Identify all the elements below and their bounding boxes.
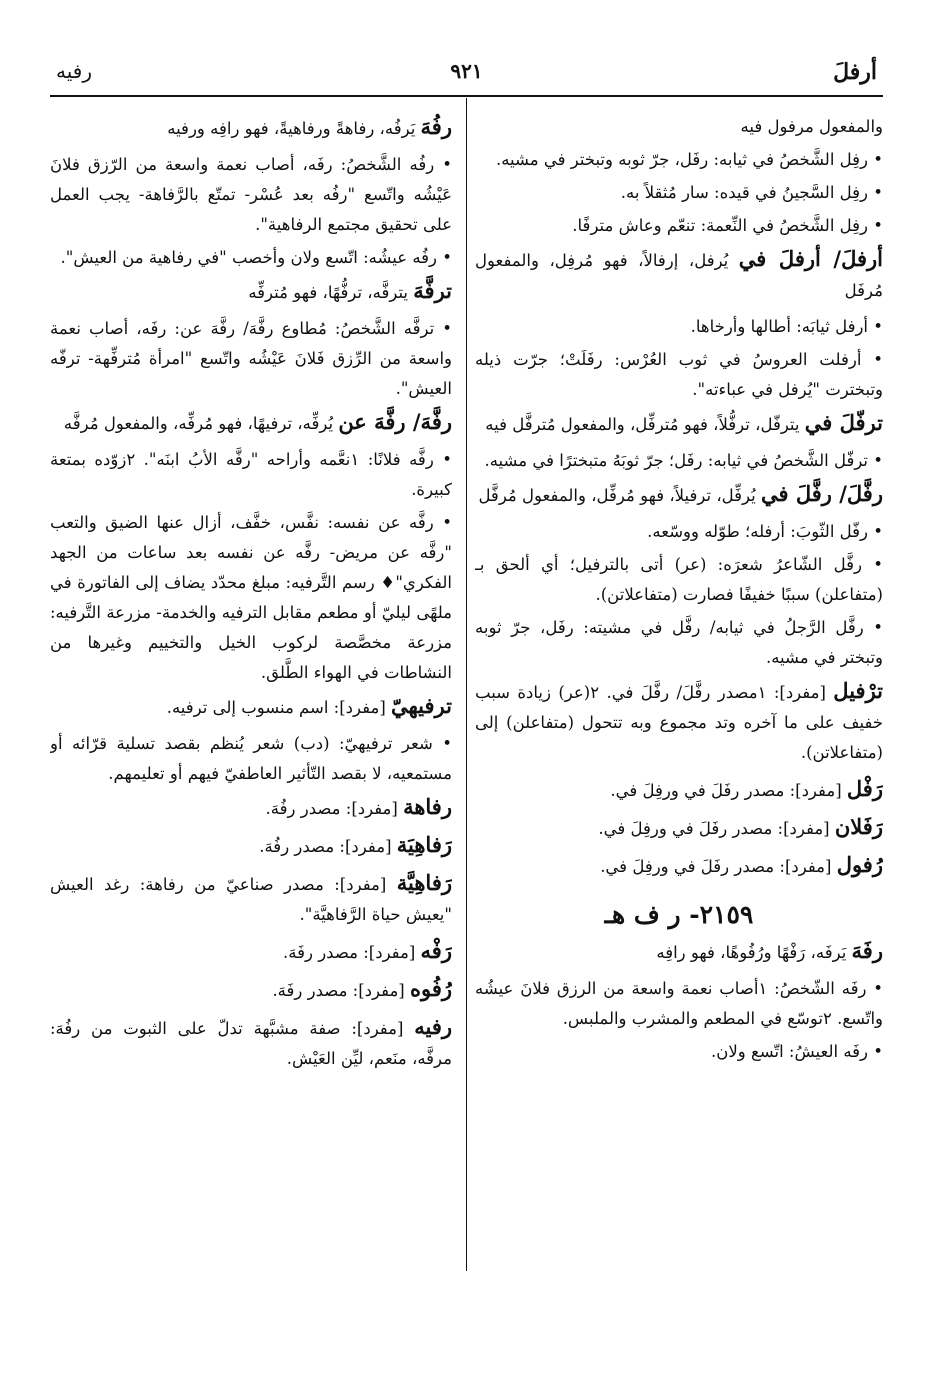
sense-paragraph: • رفّل الثّوبَ: أرفله؛ طوّله ووسّعه. [647,522,883,541]
entry-text: يَرفَه، رَفْهًا ورُفُوهًا، فهو رافِه [656,943,852,962]
entry [475,774,883,806]
sense-paragraph: • رفَّه فلانًا: ١نعَّمه وأراحه "رفَّه الأبُ ابنَه". ٢زوّده بمتعة كبيرة. [50,450,452,499]
entry [50,830,452,862]
entry-text: [مفرد]: مصدر رفُهَ. [259,837,397,856]
headword: رَفْل [846,776,883,801]
entry [50,868,452,930]
entry-text: يُرفِّل، ترفيلاً، فهو مُرفِّل، والمفعول مُرفَّل [478,486,761,505]
right-column [475,112,883,1313]
entry [475,244,883,306]
entry [475,676,883,768]
sense-paragraph: • رفَّل الرَّجلُ في ثيابه/ رفَّل في مشيته: رفَل، جرّ ثوبه وتبختر في مشيه. [475,618,883,667]
sense-paragraph: والمفعول مرفول فيه [740,117,883,136]
headword: رَفَلان [834,814,883,839]
sense-paragraph: • رفُه عيشُه: اتّسع ولان وأخصب "في رفاهية من العيش". [60,248,452,267]
headword: رفَّلَ/ رفَّلَ في [760,481,883,506]
column-divider [466,98,467,1271]
entry [475,850,883,882]
headword: رُفول [836,852,883,877]
entry [50,112,452,144]
left-guide-word: رفيه [56,59,92,83]
headword: رفَهَ [851,938,883,963]
right-guide-word: أرفلَ [833,59,877,85]
headword: ترفّلَ في [804,410,883,435]
headword: رَفاهِيَّة [396,870,452,895]
headword: ترفيهيّ [391,693,452,718]
headword: رفاهة [403,794,452,819]
entry [50,276,452,308]
entry [50,936,452,968]
entry-text: يترفّل، ترفُّلاً، فهو مُترفِّل، والمفعول مُترفَّل فيه [485,415,805,434]
sense-paragraph: • رفَه العيشُ: اتّسع ولان. [711,1042,883,1061]
sense-paragraph: • رفِل السَّجينُ في قيده: سار مُثقلاً به. [620,183,883,202]
headword: رَفْه [420,938,452,963]
headword: ترفَّهَ [413,278,452,303]
page-number: ٩٢١ [450,59,483,83]
sense-paragraph: • رفَه الشّخصُ: ١أصاب نعمة واسعة من الرزق فلانَ عيشُه واتّسع. ٢توسّع في المطعم والمشرب والملبس. [475,979,883,1028]
headword: رفَّهَ/ رفَّهَ عن [338,409,452,434]
sense-paragraph: • رفَّه عن نفسه: نفَّس، خفَّف، أزال عنها الضيق والتعب "رفَّه عن مريض- رفَّه عن نفسه بعد ساعات من الجهد الفكري"♦ رسم التَّرفيه: مبلغ محدّد يضاف إلى الفاتورة في ملهًى ليليّ أو مطعم مقابل الترفيه والخدمة- مزرعة التَّرفيه: مزرعة مخصَّصة لركوب الخيل والتخييم وغيرها من النشاطات في الهواء الطَّلق. [50,513,452,682]
entry [50,691,452,723]
sense-paragraph: • رفَّل الشّاعرُ شعرَه: (عر) أتى بالترفيل؛ أي ألحق بـ (متفاعلن) سببًا خفيفًا فصارت (متفاعلاتن). [475,555,883,604]
entry-text: [مفرد]: مصدر رفَلَ في ورفِلَ في. [600,857,837,876]
entry-text: يَرفُه، رفاهةً ورفاهيةً، فهو رافِه ورفيه [167,119,421,138]
entry-text: [مفرد]: ١مصدر رفَّلَ/ رفَّلَ في. ٢(عر) زيادة سبب خفيف على ما آخره وتد مجموع وبه تتحول (متفاعلن) إلى (متفاعلاتن). [475,683,883,762]
entry-text: [مفرد]: مصدر رفَلَ في ورفِلَ في. [610,781,847,800]
headword: أرفلَ/ أرفلَ في [738,246,883,271]
running-header [50,55,883,97]
entry [475,812,883,844]
entry [50,1012,452,1074]
entry-text: [مفرد]: مصدر رفَلَ في ورفِلَ في. [598,819,835,838]
headword: رفيه [414,1014,452,1039]
sense-paragraph: • ترفَّه الشَّخصُ: مُطاوع رفَّهَ/ رفَّهَ عن: رفَه، أصاب نعمة واسعة من الرِّزق فَلانَ عَيْشُه واتّسع "امرأة مُترفِّهة- ترفّه العيش". [50,319,452,398]
entry-text: [مفرد]: مصدر صناعيّ من رفاهة: رغد العيش "يعيش حياة الرَّفاهيَّة". [50,875,452,924]
entry [50,407,452,439]
entry [475,408,883,440]
root-section-heading: ٢١٥٩- ر ف هـ [604,900,754,929]
headword: رَفاهِيَة [396,832,452,857]
headword: رفُهَ [420,114,452,139]
entry-text: يُرفِّه، ترفيهًا، فهو مُرفِّه، والمفعول مُرفَّه [63,414,339,433]
headword: رُفُوه [409,976,452,1001]
entry-text: يترفَّه، ترفُّهًا، فهو مُترفِّه [248,283,414,302]
entry-text: [مفرد]: مصدر رفَهَ. [283,943,421,962]
sense-paragraph: • أرفلت العروسُ في ثوب العُرْس: رفَلَتْ؛ جرّت ذيله وتبخترت "يُرفل في عباءته". [475,350,883,399]
sense-paragraph: • رفِل الشَّخصُ في النِّعمة: تنعّم وعاش مترفًا. [572,216,883,235]
entry [475,479,883,511]
sense-paragraph: • أرفل ثيابَه: أطالها وأرخاها. [690,317,883,336]
entry-text: [مفرد]: اسم منسوب إلى ترفيه. [166,698,391,717]
left-column [50,112,452,1313]
entry-text: [مفرد]: صفة مشبَّهة تدلّ على الثبوت من رفُهَ: مرفَّه، منَعم، ليِّن العَيْش. [50,1019,452,1068]
sense-paragraph: • رفُه الشَّخصُ: رفَه، أصاب نعمة واسعة من الرّزق فلانَ عَيْشُه واتّسع "رفُه بعد عُسْر- تمتّع بالرَّفاهة- يجب العمل على تحقيق مجتمع الرفاهية". [50,155,452,234]
entry [50,792,452,824]
entry [50,974,452,1006]
entry-text: [مفرد]: مصدر رفُهَ. [265,799,404,818]
sense-paragraph: • شعر ترفيهيّ: (دب) شعر يُنظم بقصد تسلية قرّائه أو مستمعيه، لا بقصد التّأثير العاطفيّ فيهم أو تعليمهم. [50,734,452,783]
entry-text: [مفرد]: مصدر رفَهَ. [272,981,410,1000]
sense-paragraph: • ترفّل الشَّخصُ في ثيابه: رفَل؛ جرّ ثوبَهُ متبخترًا في مشيه. [484,451,883,470]
sense-paragraph: • رفِل الشَّخصُ في ثيابه: رفَل، جرّ ثوبه وتبختر في مشيه. [495,150,883,169]
headword: ترْفيل [833,678,883,703]
entry [475,936,883,968]
entry-text: يُرفل، إرفالاً، فهو مُرفِل، والمفعول مُرفَل [475,251,883,300]
